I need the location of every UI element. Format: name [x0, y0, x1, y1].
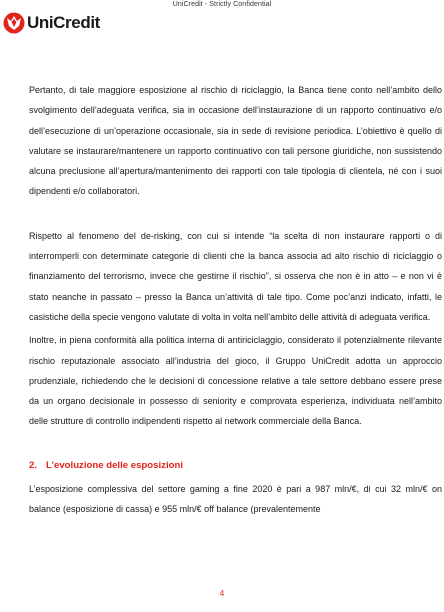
document-body: [29, 80, 442, 519]
confidentiality-label: UniCredit - Strictly Confidential: [172, 1, 272, 8]
page-number: 4: [219, 589, 225, 598]
paragraph-2: Rispetto al fenomeno del de-risking, con cui si intende “la scelta di non instaurare rapporti o di interromperli con determinate categorie di clienti che la banca associa ad alto rischio di riciclaggio o finanziamento del terrorismo, invece che gestirne il rischio”, si osserva che non è in atto – e non vi è stato neanche in passato – presso la Banca un’attività di tale tipo. Come poc’anzi indicato, infatti, le casistiche della specie vengono valutate di volta in volta nell’ambito delle attività di adeguata verifica.: [29, 230, 442, 322]
paragraph-4: L’esposizione complessiva del settore gaming a fine 2020 è pari a 987 mln/€, di cui 32 mln/€ on balance (esposizione di cassa) e 955 mln/€ off balance (prevalentemente: [29, 483, 442, 515]
section-heading: [29, 456, 442, 476]
paragraph-3: Inoltre, in piena conformità alla politica interna di antiriciclaggio, considerato il potenzialmente rilevante rischio reputazionale associato all’industria del gioco, il Gruppo UniCredit adotta un approccio prudenziale, richiedendo che le decisioni di concessione relative a tale settore debbano essere prese da un organo decisionale in possesso di seniority e comprovata esperienza, individuata nell’ambito delle strutture di controllo indipendenti rispetto al network commerciale della Banca.: [29, 335, 442, 427]
paragraph-1: Pertanto, di tale maggiore esposizione al rischio di riciclaggio, la Banca tiene conto nell’ambito dello svolgimento dell’adeguata verifica, sia in occasione dell’instaurazione di un rapporto continuativo e/o dell’esecuzione di un’operazione occasionale, sia in sede di revisione periodica. L’obiettivo è quello di valutare se instaurare/mantenere un rapporto continuativo con tali persone giuridiche, non sussistendo alcuna preclusione all’apertura/mantenimento dei rapporti con tale tipologia di clientela, né con i suoi dipendenti e/o collaboratori.: [29, 85, 442, 197]
section-title: L’evoluzione delle esposizioni: [46, 459, 184, 471]
logo-wordmark: UniCredit: [27, 13, 100, 32]
section-number: 2.: [29, 459, 38, 471]
unicredit-logo: [3, 11, 100, 35]
unicredit-eagle-icon: [3, 11, 25, 35]
